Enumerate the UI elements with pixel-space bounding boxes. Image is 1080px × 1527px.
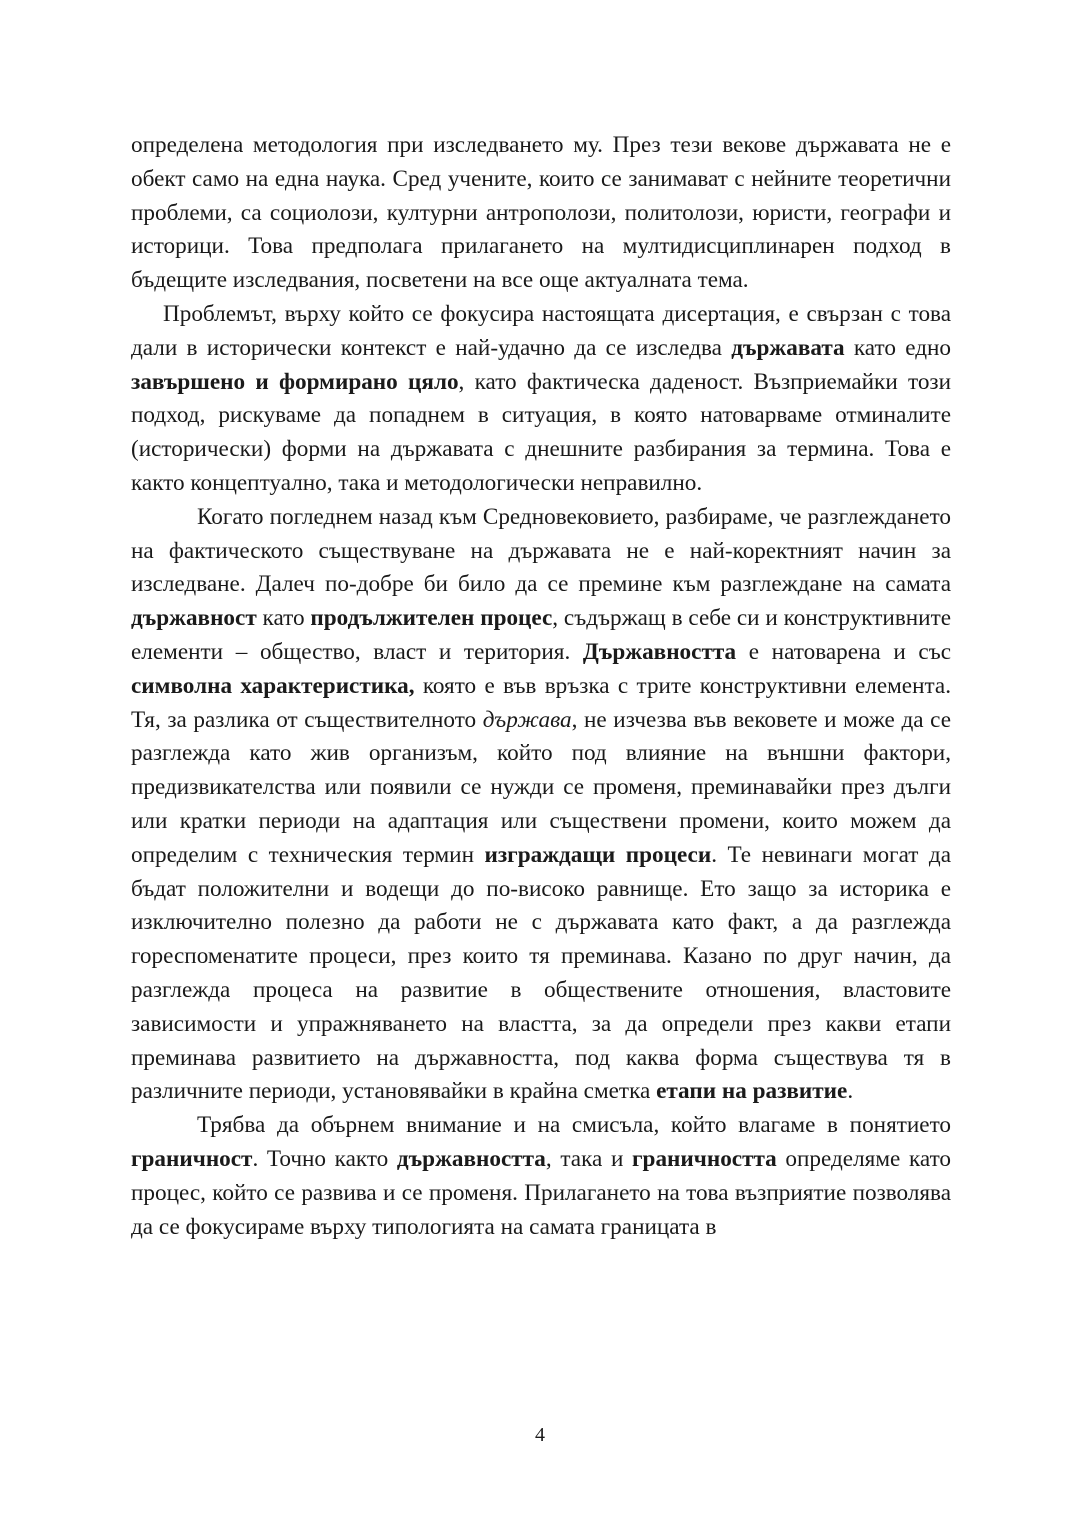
bold-text: граничност (131, 1145, 253, 1172)
bold-text: символна характеристика, (131, 672, 415, 699)
text-run: Когато погледнем назад към Средновековието, разбираме, че разглеждането на фактическото съществуване на държавата не е най-коректният начин за изследване. Далеч по-добре би било да се премине към разглеждане на самата (131, 503, 951, 598)
bold-text: етапи на развитие (656, 1078, 848, 1105)
text-run: е натоварена и със (736, 638, 951, 665)
text-run: определена методология при изследването му. През тези векове държавата не е обект само на една наука. Сред учените, които се занимават с нейните теоретични проблеми, са социолози, културни антрополози, политолози, юристи, географи и историци. Това предполага прилагането на мултидисциплинарен подход в бъдещите изследвания, посветени на все още актуалната тема. (131, 132, 951, 294)
text-run: . Те невинаги могат да бъдат положителни и водещи до по-високо равнище. Ето защо за историка е изключително полезно да работи не с държавата като факт, а да разглежда гореспоменатите процеси, през които тя преминава. Казано по друг начин, да разглежда процеса на развитие в обществените отношения, властовите зависимости и упражняването на властта, за да определи през какви етапи преминава развитието на държавността, под каква форма съществува тя в различните периоди, установявайки в крайна сметка (131, 841, 951, 1105)
bold-text: продължителен процес (310, 605, 553, 632)
text-run: , съдържащ в себе си и конструктивните елементи – общество, власт и територия. (131, 605, 952, 665)
text-run: . (847, 1078, 854, 1105)
text-run: , не изчезва във вековете и може да се разглежда като жив организъм, който под влияние на външни фактори, предизвикателства или появили се нужди се променя, преминавайки през дълги или кратки периоди на адаптация или съществени промени, които можем да определим с техническия термин (131, 706, 951, 868)
paragraph (131, 129, 951, 298)
bold-text: Държавността (582, 638, 737, 665)
text-run: която е във връзка с трите конструктивни елемента. Тя, за разлика от съществителното (131, 672, 951, 733)
page-body (131, 129, 951, 1244)
paragraph (131, 1109, 951, 1244)
bold-text: държавността (396, 1145, 546, 1172)
text-run: , така и (545, 1145, 633, 1172)
text-run: . Точно както (252, 1145, 397, 1172)
bold-text: граничността (632, 1145, 777, 1172)
bold-text: държавата (731, 334, 845, 361)
text-run: като едно (844, 334, 951, 361)
page-number: 4 (535, 1424, 545, 1446)
text-run: , като фактическа даденост. Възприемайки този подход, рискуваме да попаднем в ситуация, в която натоварваме отминалите (исторически) форми на държавата с днешните разбирания за термина. Това е както концептуално, така и методологически неправилно. (131, 368, 951, 496)
italic-text: държава (482, 706, 572, 733)
text-run: Трябва да обърнем внимание и на смисъла, който влагаме в понятието (197, 1112, 951, 1139)
bold-text: държавност (131, 605, 257, 632)
text-run: като (256, 605, 311, 632)
paragraph (131, 501, 951, 1109)
text-run: определяме като процес, който се развива и се променя. Прилагането на това възприятие позволява да се фокусираме върху типологията на самата границата в (131, 1145, 951, 1240)
bold-text: изграждащи процеси (484, 841, 712, 868)
text-run: Проблемът, върху който се фокусира настоящата дисертация, е свързан с това дали в исторически контекст е най-удачно да се изследва (131, 300, 951, 361)
bold-text: завършено и формирано цяло (131, 368, 459, 395)
paragraph (131, 298, 951, 501)
